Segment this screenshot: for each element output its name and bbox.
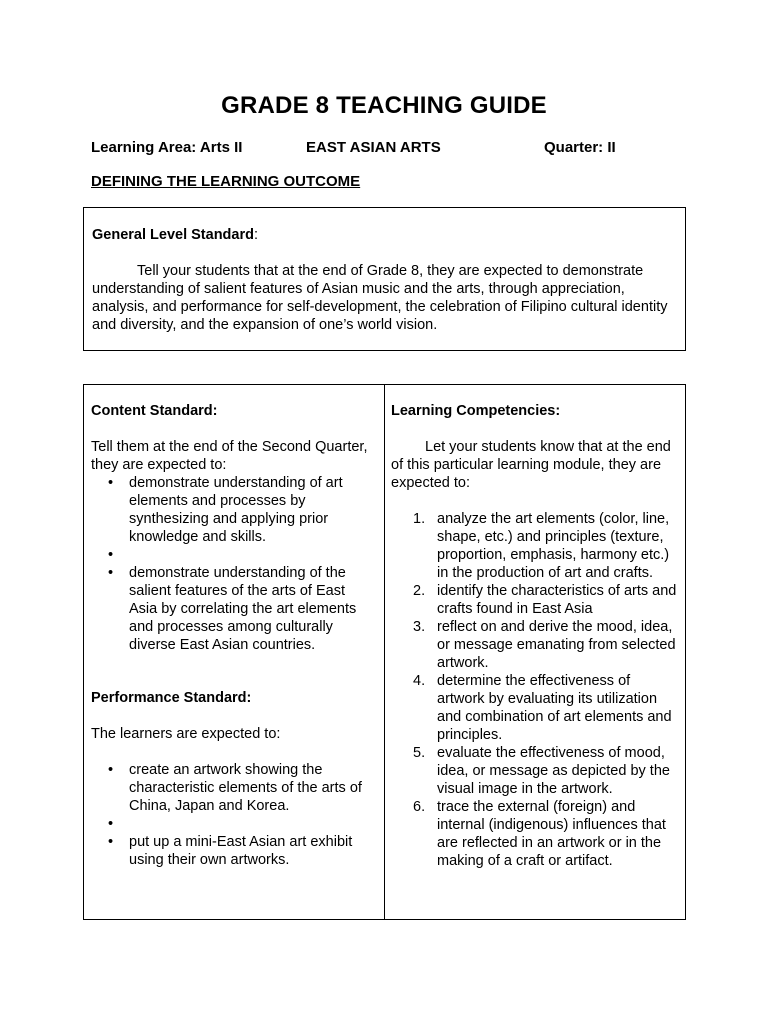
general-standard-text: Tell your students that at the end of Grade 8, they are expected to demonstrate understanding of salient features of Asian music and the arts, through appreciation, analysis, and performance for self-development, the celebration of Filipino cultural identity and diversity, and the expansion of one’s world vision. [92,263,668,333]
content-standard-intro: Tell them at the end of the Second Quarter, they are expected to: [91,439,368,473]
list-item: 3. reflect on and derive the mood, idea, or message emanating from selected artwork. [413,619,676,671]
general-standard-box [83,207,686,351]
learning-area: Learning Area: Arts II [91,139,243,156]
list-item: 2. identify the characteristics of arts and crafts found in East Asia [413,583,677,617]
general-standard-heading [92,226,677,244]
performance-standard-label: Performance Standard: [91,690,252,706]
page-title: GRADE 8 TEACHING GUIDE [221,92,547,119]
list-item: 5. evaluate the effectiveness of mood, idea, or message as depicted by the visual image in the artwork. [413,745,670,797]
content-standard-label: Content Standard: [91,403,218,419]
list-item: 1. analyze the art elements (color, line, shape, etc.) and principles (texture, proportion, emphasis, harmony etc.) in the production of art and crafts. [413,511,670,581]
content-standard-list [91,474,376,654]
standards-table [83,384,686,920]
performance-standard-intro: The learners are expected to: [91,726,281,742]
subject-heading: EAST ASIAN ARTS [306,139,441,156]
performance-standard-list [91,761,376,869]
list-item: 4. determine the effectiveness of artwork by evaluating its utilization and combination of art elements and principles. [413,673,672,743]
learning-competencies-list [391,510,677,870]
general-standard-label: General Level Standard [92,227,254,243]
competencies-column [385,385,685,919]
list-item: • create an artwork showing the characteristic elements of the arts of China, Japan and Korea. [129,761,376,815]
list-item: • demonstrate understanding of art elements and processes by synthesizing and applying prior knowledge and skills. [129,474,376,546]
general-standard-colon: : [253,227,259,243]
quarter: Quarter: II [544,139,616,156]
list-item: • put up a mini-East Asian art exhibit using their own artworks. [129,833,376,869]
learning-competencies-label: Learning Competencies: [391,403,561,419]
section-heading: DEFINING THE LEARNING OUTCOME [91,173,361,190]
list-item: • demonstrate understanding of the salient features of the arts of East Asia by correlating the art elements and processes among culturally diverse East Asian countries. [129,564,376,654]
standards-column [84,385,385,919]
list-item: 6. trace the external (foreign) and internal (indigenous) influences that are reflected in an artwork or in the making of a craft or artifact. [413,799,666,869]
learning-competencies-intro: Let your students know that at the end of this particular learning module, they are expected to: [391,439,671,491]
